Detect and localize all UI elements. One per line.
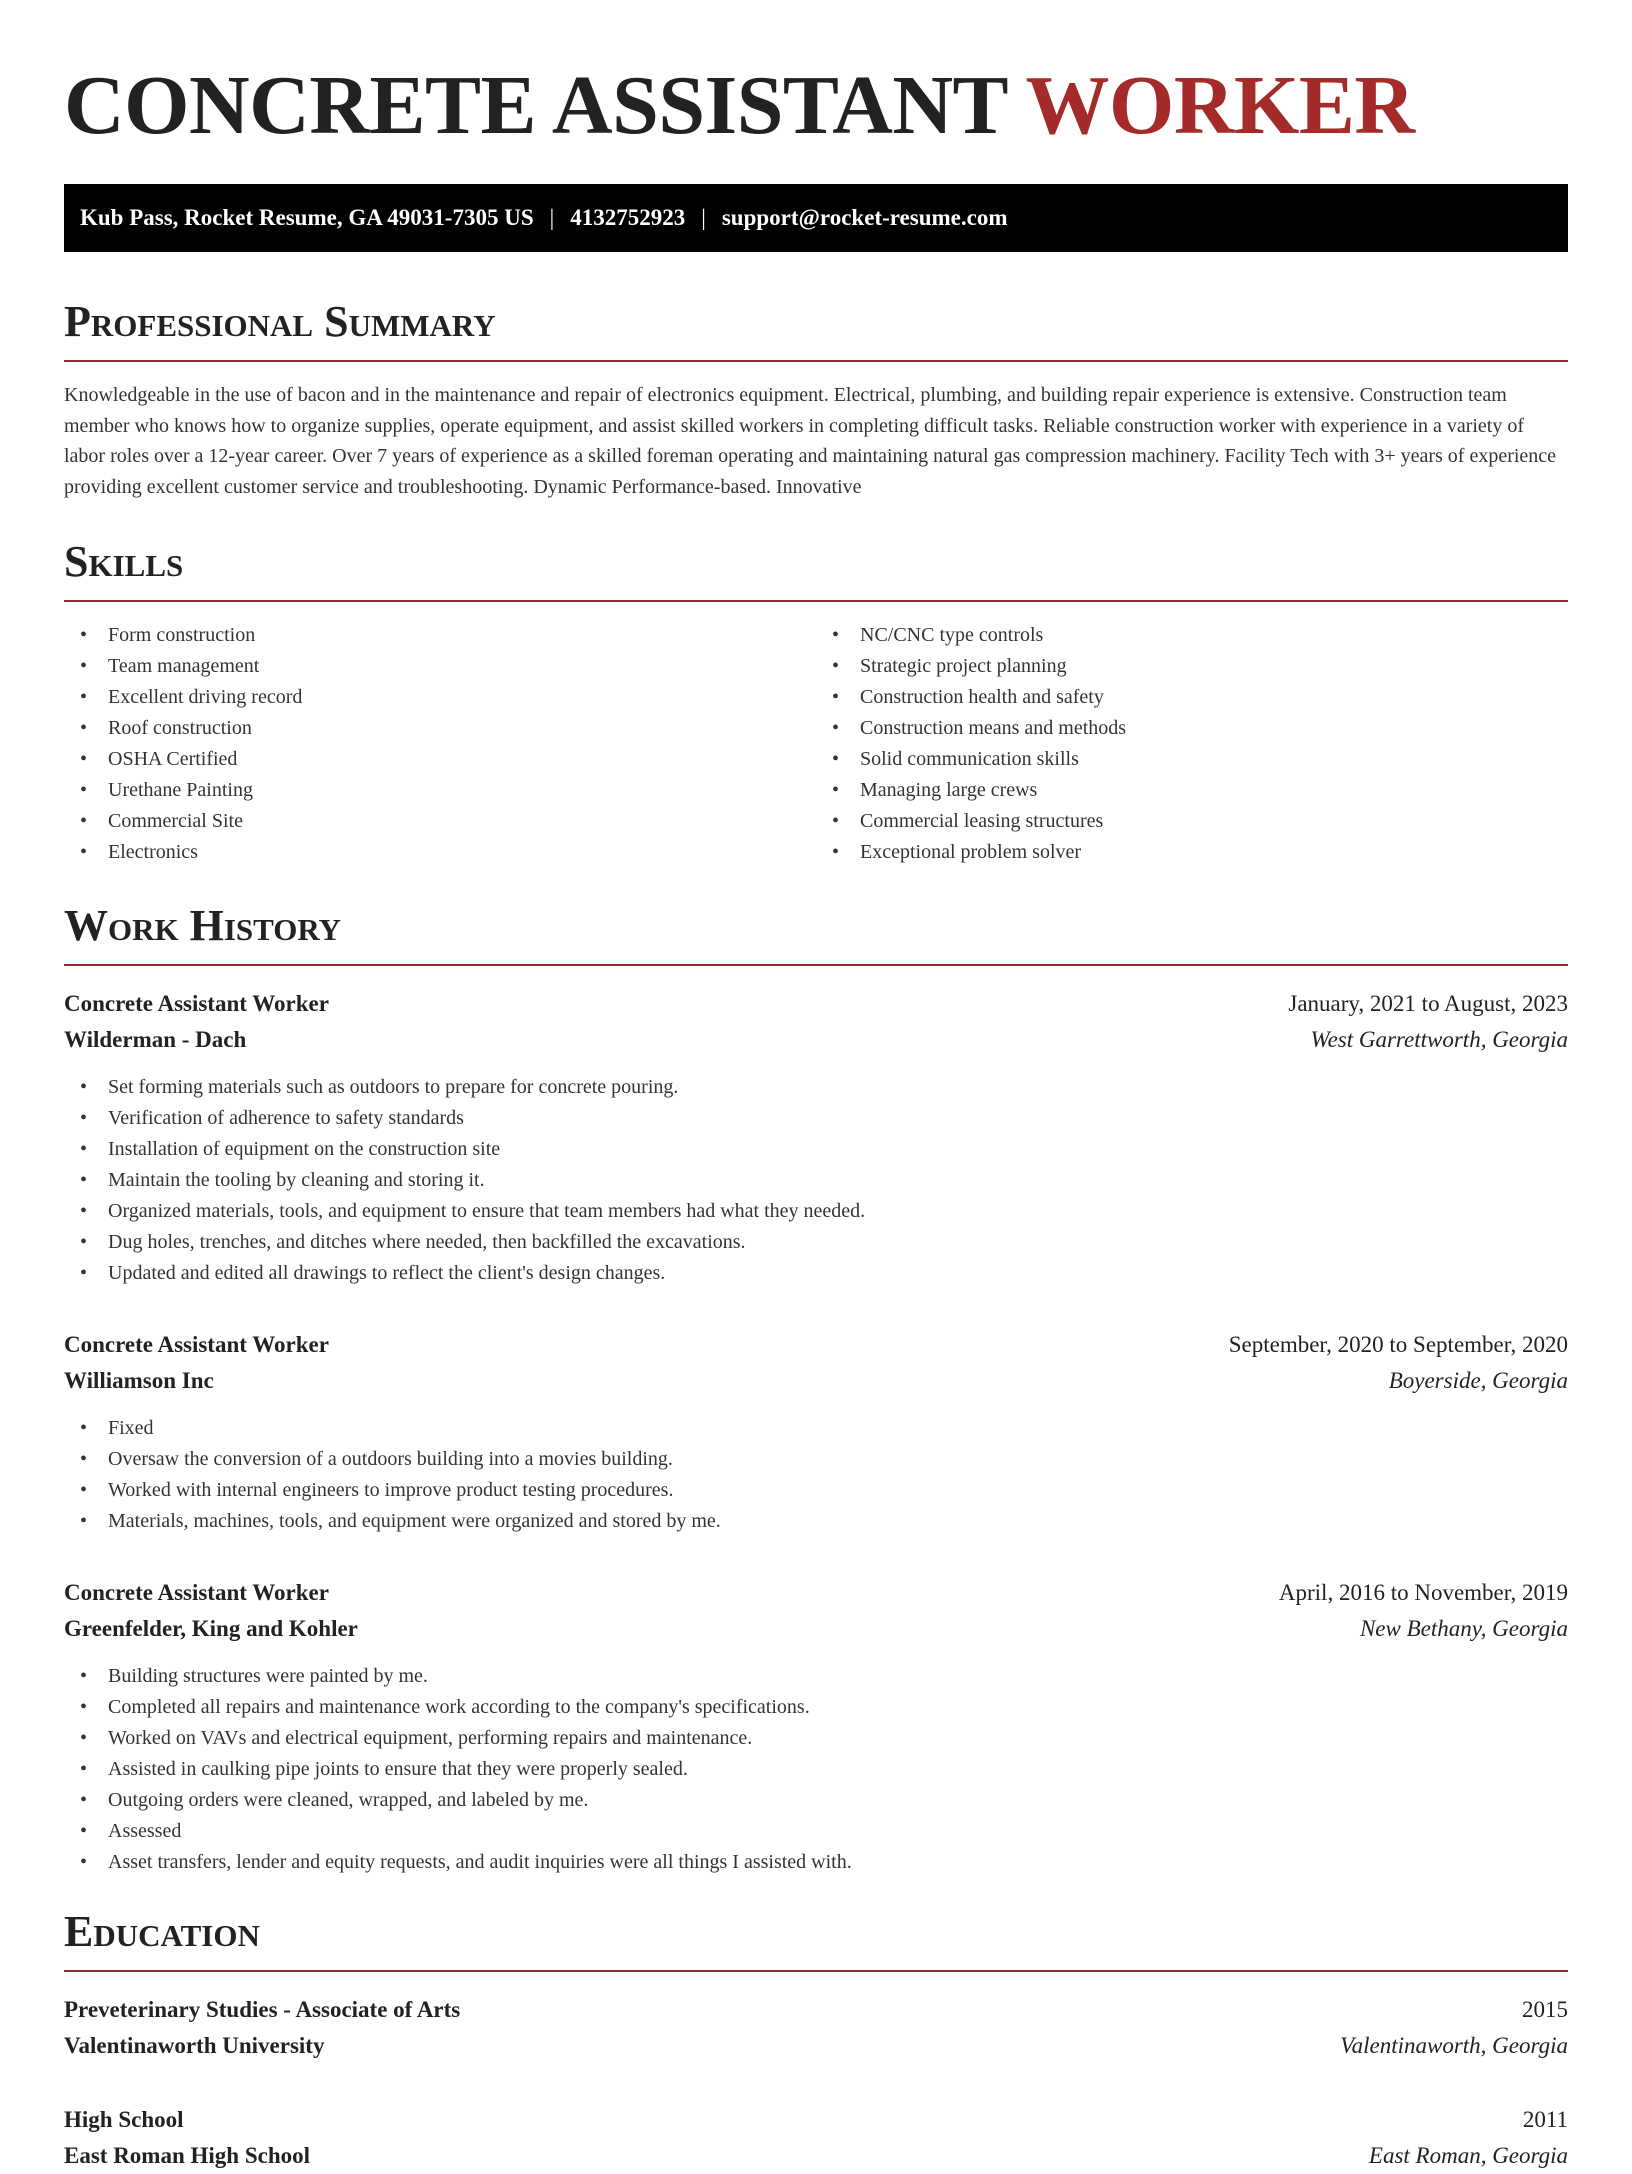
job-bullet: • Assessed bbox=[64, 1816, 1568, 1847]
job-bullet: • Materials, machines, tools, and equipment were organized and stored by me. bbox=[64, 1506, 1568, 1537]
job-company: Williamson Inc bbox=[64, 1368, 214, 1393]
job-entry bbox=[64, 986, 1568, 1289]
section-heading-education: Education bbox=[64, 1907, 260, 1956]
job-bullets bbox=[64, 1661, 1568, 1878]
job-bullet: • Fixed bbox=[64, 1413, 1568, 1444]
skill-item: • Construction means and methods bbox=[816, 713, 1568, 744]
skill-item: • Managing large crews bbox=[816, 775, 1568, 806]
job-location: Boyerside, Georgia bbox=[1388, 1368, 1568, 1393]
job-dates: January, 2021 to August, 2023 bbox=[1288, 991, 1568, 1016]
job-dates: September, 2020 to September, 2020 bbox=[1228, 1332, 1568, 1357]
work-history-section bbox=[64, 901, 1568, 1878]
education-header-row bbox=[64, 2102, 1568, 2138]
job-company-row bbox=[64, 1363, 1568, 1399]
education-school: East Roman High School bbox=[64, 2143, 311, 2168]
job-company: Greenfelder, King and Kohler bbox=[64, 1616, 358, 1641]
job-dates: April, 2016 to November, 2019 bbox=[1278, 1580, 1568, 1605]
job-company-row bbox=[64, 1022, 1568, 1058]
section-divider bbox=[64, 964, 1568, 966]
skill-item: • Strategic project planning bbox=[816, 651, 1568, 682]
section-heading-skills: Skills bbox=[64, 537, 184, 586]
job-bullet: • Verification of adherence to safety standards bbox=[64, 1103, 1568, 1134]
skills-column-right bbox=[816, 620, 1568, 868]
job-location: West Garrettworth, Georgia bbox=[1310, 1027, 1568, 1052]
job-bullet: • Set forming materials such as outdoors to prepare for concrete pouring. bbox=[64, 1072, 1568, 1103]
education-location: Valentinaworth, Georgia bbox=[1340, 2033, 1568, 2058]
section-heading-work-history: Work History bbox=[64, 901, 342, 950]
education-entry bbox=[64, 2102, 1568, 2174]
skill-item: • Exceptional problem solver bbox=[816, 837, 1568, 868]
summary-text: Knowledgeable in the use of bacon and in the maintenance and repair of electronics equipment. Electrical, plumbing, and building repair experience is extensive. Construction team member who knows how to organize supplies, operate equipment, and assist skilled workers in completing difficult tasks. Reliable construction worker with experience in a variety of labor roles over a 12-year career. Over 7 years of experience as a skilled foreman operating and maintaining natural gas compression machinery. Facility Tech with 3+ years of experience providing excellent customer service and troubleshooting. Dynamic Performance-based. Innovative bbox=[64, 384, 1557, 498]
skills-column-left bbox=[64, 620, 816, 868]
education-school-row bbox=[64, 2138, 1568, 2174]
section-divider bbox=[64, 600, 1568, 602]
contact-separator: | bbox=[701, 205, 706, 230]
job-bullet: • Oversaw the conversion of a outdoors building into a movies building. bbox=[64, 1444, 1568, 1475]
education-section bbox=[64, 1907, 1568, 2174]
summary-section bbox=[64, 297, 1568, 502]
job-location: New Bethany, Georgia bbox=[1359, 1616, 1568, 1641]
section-heading-summary: Professional Summary bbox=[64, 297, 496, 346]
job-bullet: • Worked with internal engineers to improve product testing procedures. bbox=[64, 1475, 1568, 1506]
skill-item: • NC/CNC type controls bbox=[816, 620, 1568, 651]
job-bullets bbox=[64, 1413, 1568, 1537]
section-divider bbox=[64, 1970, 1568, 1972]
name-accent: WORKER bbox=[1025, 59, 1415, 152]
job-bullet: • Assisted in caulking pipe joints to ensure that they were properly sealed. bbox=[64, 1754, 1568, 1785]
skill-item: • Construction health and safety bbox=[816, 682, 1568, 713]
job-bullet: • Maintain the tooling by cleaning and storing it. bbox=[64, 1165, 1568, 1196]
contact-separator: | bbox=[549, 205, 555, 230]
job-bullet: • Worked on VAVs and electrical equipment, performing repairs and maintenance. bbox=[64, 1723, 1568, 1754]
skill-item: • Electronics bbox=[64, 837, 816, 868]
education-year: 2011 bbox=[1522, 2107, 1568, 2132]
skill-item: • Excellent driving record bbox=[64, 682, 816, 713]
job-bullet: • Asset transfers, lender and equity requests, and audit inquiries were all things I assisted with. bbox=[64, 1847, 1568, 1878]
job-bullets bbox=[64, 1072, 1568, 1289]
job-bullet: • Installation of equipment on the construction site bbox=[64, 1134, 1568, 1165]
education-school-row bbox=[64, 2028, 1568, 2064]
education-school: Valentinaworth University bbox=[64, 2033, 325, 2058]
job-title: Concrete Assistant Worker bbox=[64, 991, 329, 1016]
job-entry bbox=[64, 1575, 1568, 1878]
skill-item: • Roof construction bbox=[64, 713, 816, 744]
job-title: Concrete Assistant Worker bbox=[64, 1332, 329, 1357]
job-company: Wilderman - Dach bbox=[64, 1027, 247, 1052]
contact-address: Kub Pass, Rocket Resume, GA 49031-7305 US bbox=[80, 205, 534, 230]
education-year: 2015 bbox=[1522, 1997, 1568, 2022]
skill-item: • Commercial Site bbox=[64, 806, 816, 837]
job-company-row bbox=[64, 1611, 1568, 1647]
job-header-row bbox=[64, 986, 1568, 1022]
job-entry bbox=[64, 1327, 1568, 1537]
job-bullet: • Completed all repairs and maintenance work according to the company's specifications. bbox=[64, 1692, 1568, 1723]
job-bullet: • Outgoing orders were cleaned, wrapped, and labeled by me. bbox=[64, 1785, 1568, 1816]
job-bullet: • Building structures were painted by me. bbox=[64, 1661, 1568, 1692]
education-header-row bbox=[64, 1992, 1568, 2028]
education-location: East Roman, Georgia bbox=[1368, 2143, 1568, 2168]
skill-item: • Form construction bbox=[64, 620, 816, 651]
skill-item: • Team management bbox=[64, 651, 816, 682]
education-degree: Preveterinary Studies - Associate of Arts bbox=[64, 1997, 461, 2022]
skill-item: • Commercial leasing structures bbox=[816, 806, 1568, 837]
section-divider bbox=[64, 360, 1568, 362]
job-bullet: • Organized materials, tools, and equipment to ensure that team members had what they needed. bbox=[64, 1196, 1568, 1227]
skill-item: • OSHA Certified bbox=[64, 744, 816, 775]
skills-grid bbox=[64, 620, 1568, 868]
contact-bar bbox=[64, 184, 1568, 252]
contact-phone[interactable]: 4132752923 bbox=[570, 205, 686, 230]
skill-item: • Urethane Painting bbox=[64, 775, 816, 806]
job-bullet: • Dug holes, trenches, and ditches where needed, then backfilled the excavations. bbox=[64, 1227, 1568, 1258]
education-entry bbox=[64, 1992, 1568, 2064]
contact-email[interactable]: support@rocket-resume.com bbox=[721, 205, 1008, 230]
name-main: CONCRETE ASSISTANT bbox=[64, 59, 1007, 152]
candidate-name bbox=[64, 59, 1568, 152]
skill-item: • Solid communication skills bbox=[816, 744, 1568, 775]
job-header-row bbox=[64, 1575, 1568, 1611]
education-degree: High School bbox=[64, 2107, 184, 2132]
skills-section bbox=[64, 537, 1568, 868]
job-header-row bbox=[64, 1327, 1568, 1363]
job-title: Concrete Assistant Worker bbox=[64, 1580, 329, 1605]
job-bullet: • Updated and edited all drawings to reflect the client's design changes. bbox=[64, 1258, 1568, 1289]
